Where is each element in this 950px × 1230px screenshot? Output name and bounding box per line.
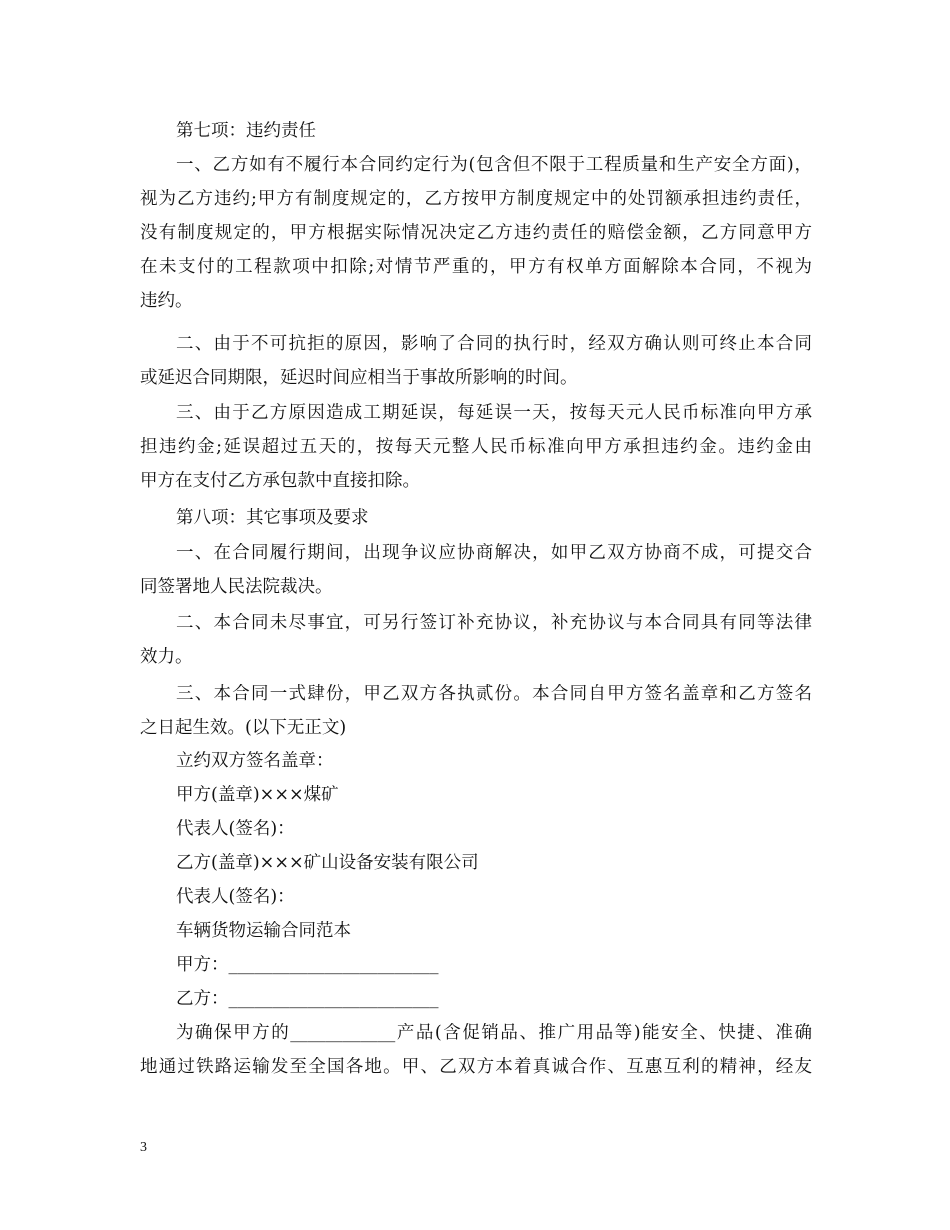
paragraph-line: 违约。 [140, 291, 193, 311]
party-b-representative: 代表人(签名)： [176, 887, 295, 907]
contract-title: 车辆货物运输合同范本 [176, 921, 351, 941]
signature-heading: 立约双方签名盖章： [176, 751, 334, 771]
party-a-field: 甲方：________________________ [176, 955, 439, 975]
paragraph-line: 视为乙方违约;甲方有制度规定的，乙方按甲方制度规定中的处罚额承担违约责任， [140, 189, 812, 209]
paragraph-line: 之日起生效。(以下无正文) [140, 718, 347, 738]
paragraph-line: 同签署地人民法院裁决。 [140, 577, 333, 597]
page-number: 3 [140, 1140, 147, 1155]
paragraph-line: 三、本合同一式肆份，甲乙双方各执贰份。本合同自甲方签名盖章和乙方签名 [176, 684, 812, 704]
paragraph-line: 在未支付的工程款项中扣除;对情节严重的，甲方有权单方面解除本合同，不视为 [140, 257, 812, 277]
section-heading-7: 第七项：违约责任 [176, 121, 316, 141]
paragraph-line: 地通过铁路运输发至全国各地。甲、乙双方本着真诚合作、互惠互利的精神，经友 [140, 1057, 812, 1077]
paragraph-line: 为确保甲方的____________产品(含促销品、推广用品等)能安全、快捷、准确 [176, 1023, 812, 1043]
paragraph-line: 效力。 [140, 647, 193, 667]
party-b-seal: 乙方(盖章)×××矿山设备安装有限公司 [176, 853, 479, 873]
section-heading-8: 第八项：其它事项及要求 [176, 508, 369, 528]
paragraph-line: 一、在合同履行期间，出现争议应协商解决，如甲乙双方协商不成，可提交合 [176, 543, 812, 563]
party-a-representative: 代表人(签名)： [176, 819, 295, 839]
paragraph-line: 担违约金;延误超过五天的，按每天元整人民币标准向甲方承担违约金。违约金由 [140, 437, 812, 457]
paragraph-line: 三、由于乙方原因造成工期延误，每延误一天，按每天元人民币标准向甲方承 [176, 403, 812, 423]
paragraph-line: 二、由于不可抗拒的原因，影响了合同的执行时，经双方确认则可终止本合同 [176, 334, 812, 354]
paragraph-line: 甲方在支付乙方承包款中直接扣除。 [140, 471, 420, 491]
party-a-seal: 甲方(盖章)×××煤矿 [176, 785, 339, 805]
paragraph-line: 一、乙方如有不履行本合同约定行为(包含但不限于工程质量和生产安全方面)， [176, 155, 812, 175]
paragraph-line: 没有制度规定的，甲方根据实际情况决定乙方违约责任的赔偿金额，乙方同意甲方 [140, 223, 812, 243]
party-b-field: 乙方：________________________ [176, 989, 439, 1009]
paragraph-line: 二、本合同未尽事宜，可另行签订补充协议，补充协议与本合同具有同等法律 [176, 613, 812, 633]
paragraph-line: 或延迟合同期限，延迟时间应相当于事故所影响的时间。 [140, 368, 578, 388]
